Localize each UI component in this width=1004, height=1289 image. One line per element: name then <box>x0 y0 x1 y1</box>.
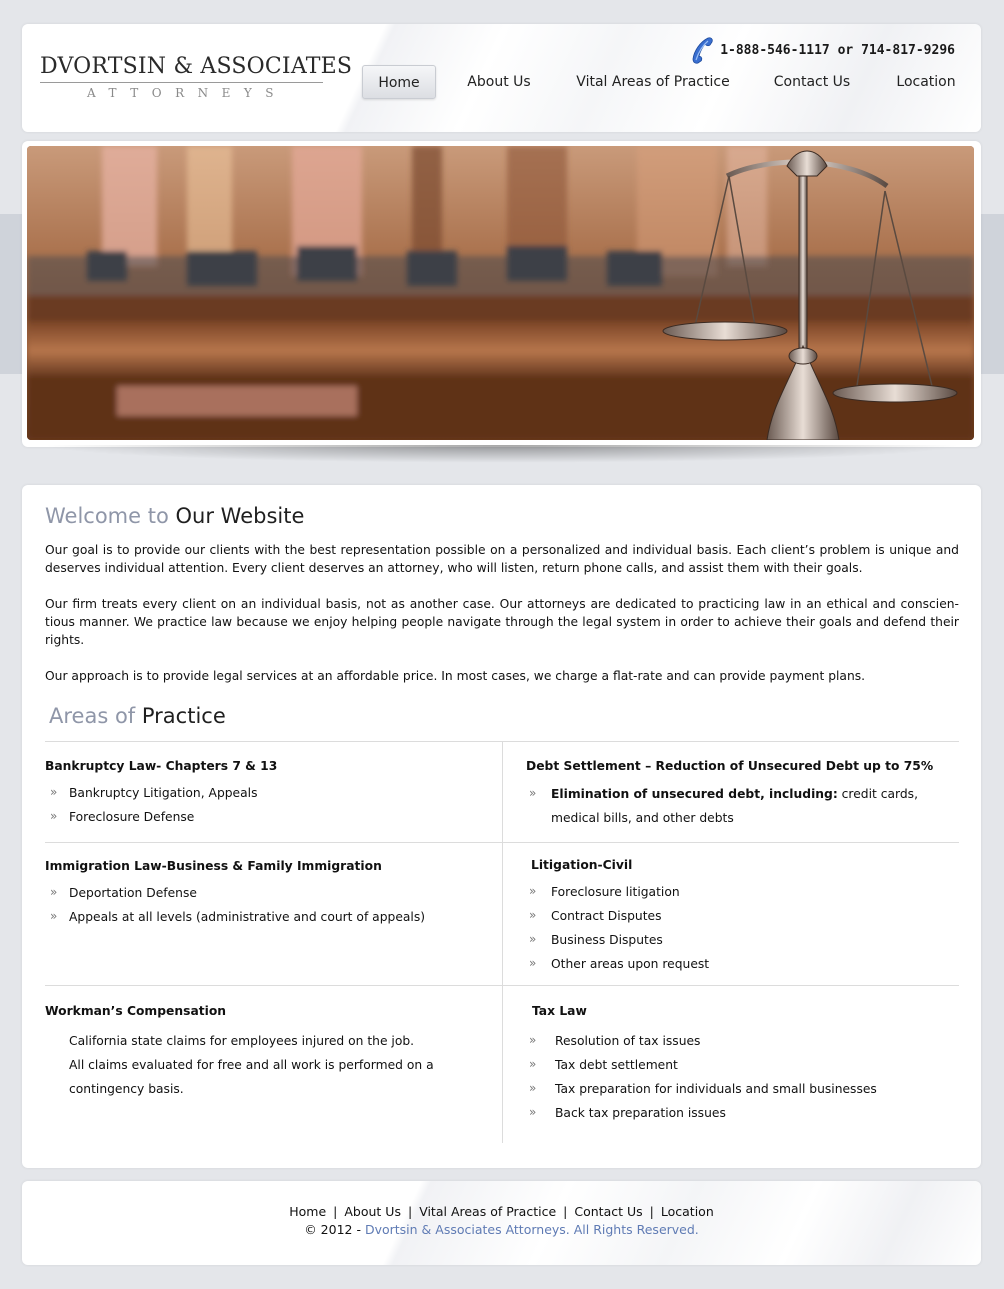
practice-list-debt-settlement <box>524 782 918 830</box>
welcome-paragraph-2: Our firm treats every client on an individual basis, not as another case. Our attorneys are dedicated to practicing law in an ethical and conscien-tious manner. We practice law because we enjoy helping people navigate through the legal system in order to achieve their goals and defend their rights. <box>45 597 959 647</box>
logo-subtitle: ATTORNEYS <box>87 86 288 100</box>
hero-banner <box>22 141 981 447</box>
welcome-heading <box>45 504 304 528</box>
practice-heading <box>49 704 226 728</box>
practice-title-workmans-comp: Workman’s Compensation <box>45 1004 227 1018</box>
courtroom-scales-illustration <box>27 146 974 440</box>
practice-title-bankruptcy: Bankruptcy Law- Chapters 7 & 13 <box>45 759 278 773</box>
list-item: » Contract Disputes <box>524 904 709 928</box>
list-item: » Tax debt settlement <box>524 1053 877 1077</box>
practice-title-tax-law: Tax Law <box>532 1004 587 1018</box>
logo-name: DVORTSIN & ASSOCIATES <box>40 54 353 79</box>
phone-number: 1-888-546-1117 or 714-817-9296 <box>720 42 955 58</box>
practice-heading-dark: Practice <box>141 704 226 728</box>
practice-list-tax-law <box>524 1029 877 1125</box>
list-item-continuation: medical bills, and other debts <box>551 811 734 825</box>
footer-link-vital-areas[interactable]: Vital Areas of Practice <box>419 1204 557 1219</box>
footer-link-location[interactable]: Location <box>660 1204 714 1219</box>
list-item: All claims evaluated for free and all work is performed on a <box>69 1058 434 1072</box>
welcome-heading-light: Welcome to <box>45 504 169 528</box>
courtroom-scales-image <box>27 146 974 440</box>
footer-separator: | <box>407 1204 413 1219</box>
list-item: » Appeals at all levels (administrative and court of appeals) <box>45 905 425 929</box>
list-item: contingency basis. <box>69 1082 184 1096</box>
practice-title-immigration: Immigration Law-Business & Family Immigration <box>45 859 382 873</box>
practice-list-bankruptcy <box>45 781 257 829</box>
practice-list-litigation <box>524 880 709 976</box>
practice-divider-vertical <box>502 741 503 1143</box>
practice-heading-light: Areas of <box>49 704 136 728</box>
banner-shadow <box>40 445 964 463</box>
nav-about-us[interactable]: About Us <box>467 74 531 90</box>
phone-icon <box>690 36 716 64</box>
practice-list-immigration <box>45 881 425 929</box>
practice-title-debt-settlement: Debt Settlement – Reduction of Unsecured Debt up to 75% <box>526 759 934 773</box>
nav-location[interactable]: Location <box>896 74 956 90</box>
nav-contact-us[interactable]: Contact Us <box>773 74 851 90</box>
copyright-company[interactable]: Dvortsin & Associates Attorneys. All Rights Reserved. <box>364 1222 699 1237</box>
logo-divider <box>40 82 323 83</box>
footer-link-home[interactable]: Home <box>289 1204 327 1219</box>
footer-link-contact-us[interactable]: Contact Us <box>574 1204 643 1219</box>
list-item: » Back tax preparation issues <box>524 1101 877 1125</box>
site-footer <box>22 1181 981 1265</box>
welcome-paragraph-3: Our approach is to provide legal services at an affordable price. In most cases, we charge a flat-rate and can provide payment plans. <box>45 669 866 683</box>
list-item: » Bankruptcy Litigation, Appeals <box>45 781 257 805</box>
welcome-paragraph-1: Our goal is to provide our clients with the best representation possible on a personalized and individual basis. Each client’s problem is unique and deserves individual attention. Every client deserves an attorney, who will listen, return phone calls, and assist them with their goals. <box>45 543 959 575</box>
footer-nav <box>22 1204 981 1219</box>
list-item: » Foreclosure litigation <box>524 880 709 904</box>
phone-contact <box>690 36 955 64</box>
list-item: » Deportation Defense <box>45 881 425 905</box>
debt-line1: credit cards, <box>837 787 918 801</box>
footer-link-about-us[interactable]: About Us <box>344 1204 401 1219</box>
list-item: » Tax preparation for individuals and small businesses <box>524 1077 877 1101</box>
footer-separator: | <box>649 1204 654 1219</box>
practice-title-litigation: Litigation-Civil <box>531 858 633 872</box>
list-item: California state claims for employees injured on the job. <box>69 1034 415 1048</box>
list-item: » Business Disputes <box>524 928 709 952</box>
site-header <box>22 24 981 132</box>
list-item: » Other areas upon request <box>524 952 709 976</box>
debt-bold-lead: Elimination of unsecured debt, including: <box>551 787 838 801</box>
list-item: » Resolution of tax issues <box>524 1029 877 1053</box>
nav-vital-areas-of-practice[interactable]: Vital Areas of Practice <box>576 74 730 90</box>
copyright-prefix: © 2012 - <box>304 1222 365 1237</box>
list-item <box>524 782 918 806</box>
footer-separator: | <box>333 1204 338 1219</box>
logo[interactable] <box>40 54 353 100</box>
list-item: » Foreclosure Defense <box>45 805 257 829</box>
footer-separator: | <box>563 1204 568 1219</box>
footer-copyright <box>22 1222 981 1237</box>
practice-list-workmans-comp <box>45 1029 434 1101</box>
main-content <box>22 485 981 1168</box>
welcome-heading-dark: Our Website <box>175 504 305 528</box>
nav-home[interactable]: Home <box>362 65 436 99</box>
